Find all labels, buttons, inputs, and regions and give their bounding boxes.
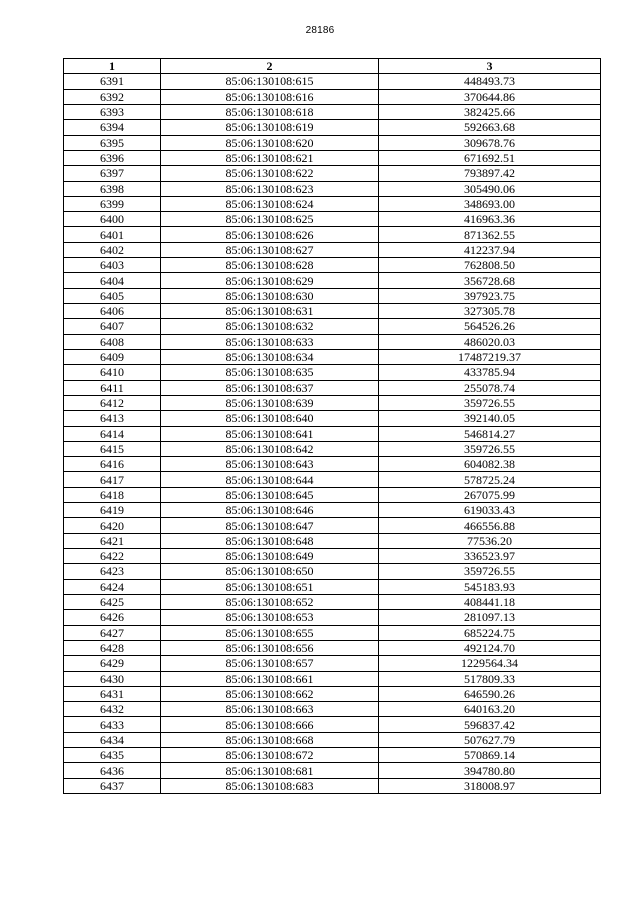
cadastral-number-cell: 85:06:130108:655 [161, 625, 379, 640]
value-cell: 507627.79 [379, 732, 601, 747]
table-row [64, 288, 601, 303]
row-number-cell: 6431 [64, 686, 161, 701]
row-number-cell: 6428 [64, 640, 161, 655]
table-row [64, 89, 601, 104]
value-cell: 359726.55 [379, 441, 601, 456]
table-row [64, 717, 601, 732]
row-number-cell: 6411 [64, 380, 161, 395]
cadastral-number-cell: 85:06:130108:645 [161, 487, 379, 502]
table-row [64, 104, 601, 119]
table-row [64, 242, 601, 257]
table-row [64, 533, 601, 548]
value-cell: 394780.80 [379, 763, 601, 778]
cadastral-number-cell: 85:06:130108:662 [161, 686, 379, 701]
value-cell: 564526.26 [379, 319, 601, 334]
row-number-cell: 6417 [64, 472, 161, 487]
table-row [64, 702, 601, 717]
value-cell: 793897.42 [379, 166, 601, 181]
value-cell: 309678.76 [379, 135, 601, 150]
row-number-cell: 6425 [64, 594, 161, 609]
cadastral-number-cell: 85:06:130108:647 [161, 518, 379, 533]
row-number-cell: 6410 [64, 365, 161, 380]
cadastral-number-cell: 85:06:130108:635 [161, 365, 379, 380]
cadastral-number-cell: 85:06:130108:616 [161, 89, 379, 104]
value-cell: 640163.20 [379, 702, 601, 717]
table-row [64, 610, 601, 625]
table-row [64, 196, 601, 211]
cadastral-number-cell: 85:06:130108:657 [161, 656, 379, 671]
value-cell: 305490.06 [379, 181, 601, 196]
table-row [64, 518, 601, 533]
cadastral-number-cell: 85:06:130108:681 [161, 763, 379, 778]
value-cell: 546814.27 [379, 426, 601, 441]
row-number-cell: 6394 [64, 120, 161, 135]
table-row [64, 227, 601, 242]
cadastral-value-table [63, 58, 601, 794]
cadastral-number-cell: 85:06:130108:640 [161, 411, 379, 426]
table-row [64, 380, 601, 395]
cadastral-number-cell: 85:06:130108:661 [161, 671, 379, 686]
table-row [64, 212, 601, 227]
table-row [64, 426, 601, 441]
value-cell: 318008.97 [379, 778, 601, 793]
value-cell: 359726.55 [379, 564, 601, 579]
value-cell: 466556.88 [379, 518, 601, 533]
table-row [64, 365, 601, 380]
cadastral-number-cell: 85:06:130108:632 [161, 319, 379, 334]
row-number-cell: 6405 [64, 288, 161, 303]
table-row [64, 564, 601, 579]
row-number-cell: 6430 [64, 671, 161, 686]
cadastral-number-cell: 85:06:130108:639 [161, 395, 379, 410]
value-cell: 412237.94 [379, 242, 601, 257]
cadastral-number-cell: 85:06:130108:625 [161, 212, 379, 227]
cadastral-number-cell: 85:06:130108:646 [161, 503, 379, 518]
value-cell: 604082.38 [379, 457, 601, 472]
cadastral-number-cell: 85:06:130108:651 [161, 579, 379, 594]
value-cell: 336523.97 [379, 549, 601, 564]
cadastral-number-cell: 85:06:130108:683 [161, 778, 379, 793]
row-number-cell: 6424 [64, 579, 161, 594]
table-row [64, 441, 601, 456]
cadastral-number-cell: 85:06:130108:628 [161, 258, 379, 273]
table-row [64, 549, 601, 564]
table-row [64, 656, 601, 671]
row-number-cell: 6397 [64, 166, 161, 181]
row-number-cell: 6434 [64, 732, 161, 747]
table-row [64, 625, 601, 640]
value-cell: 77536.20 [379, 533, 601, 548]
table-row [64, 487, 601, 502]
column-header-2: 2 [161, 59, 379, 74]
table-row [64, 74, 601, 89]
cadastral-number-cell: 85:06:130108:668 [161, 732, 379, 747]
value-cell: 359726.55 [379, 395, 601, 410]
row-number-cell: 6401 [64, 227, 161, 242]
row-number-cell: 6433 [64, 717, 161, 732]
row-number-cell: 6420 [64, 518, 161, 533]
row-number-cell: 6435 [64, 748, 161, 763]
table-row [64, 273, 601, 288]
value-cell: 570869.14 [379, 748, 601, 763]
cadastral-number-cell: 85:06:130108:623 [161, 181, 379, 196]
value-cell: 392140.05 [379, 411, 601, 426]
row-number-cell: 6398 [64, 181, 161, 196]
cadastral-number-cell: 85:06:130108:653 [161, 610, 379, 625]
cadastral-number-cell: 85:06:130108:656 [161, 640, 379, 655]
table-header [64, 59, 601, 74]
value-cell: 596837.42 [379, 717, 601, 732]
cadastral-number-cell: 85:06:130108:620 [161, 135, 379, 150]
cadastral-number-cell: 85:06:130108:637 [161, 380, 379, 395]
table-row [64, 686, 601, 701]
cadastral-number-cell: 85:06:130108:624 [161, 196, 379, 211]
row-number-cell: 6403 [64, 258, 161, 273]
value-cell: 416963.36 [379, 212, 601, 227]
table-row [64, 594, 601, 609]
cadastral-number-cell: 85:06:130108:648 [161, 533, 379, 548]
row-number-cell: 6437 [64, 778, 161, 793]
column-header-3: 3 [379, 59, 601, 74]
table-row [64, 763, 601, 778]
cadastral-number-cell: 85:06:130108:663 [161, 702, 379, 717]
value-cell: 255078.74 [379, 380, 601, 395]
value-cell: 762808.50 [379, 258, 601, 273]
row-number-cell: 6418 [64, 487, 161, 502]
row-number-cell: 6423 [64, 564, 161, 579]
value-cell: 1229564.34 [379, 656, 601, 671]
cadastral-number-cell: 85:06:130108:629 [161, 273, 379, 288]
cadastral-number-cell: 85:06:130108:626 [161, 227, 379, 242]
page-number: 28186 [305, 25, 335, 36]
table-row [64, 181, 601, 196]
cadastral-number-cell: 85:06:130108:641 [161, 426, 379, 441]
value-cell: 671692.51 [379, 150, 601, 165]
row-number-cell: 6406 [64, 304, 161, 319]
cadastral-number-cell: 85:06:130108:619 [161, 120, 379, 135]
row-number-cell: 6399 [64, 196, 161, 211]
row-number-cell: 6402 [64, 242, 161, 257]
value-cell: 281097.13 [379, 610, 601, 625]
row-number-cell: 6392 [64, 89, 161, 104]
table-row [64, 640, 601, 655]
value-cell: 397923.75 [379, 288, 601, 303]
value-cell: 448493.73 [379, 74, 601, 89]
cadastral-number-cell: 85:06:130108:649 [161, 549, 379, 564]
cadastral-number-cell: 85:06:130108:627 [161, 242, 379, 257]
cadastral-number-cell: 85:06:130108:634 [161, 349, 379, 364]
value-cell: 545183.93 [379, 579, 601, 594]
value-cell: 433785.94 [379, 365, 601, 380]
cadastral-number-cell: 85:06:130108:618 [161, 104, 379, 119]
row-number-cell: 6426 [64, 610, 161, 625]
value-cell: 17487219.37 [379, 349, 601, 364]
cadastral-number-cell: 85:06:130108:630 [161, 288, 379, 303]
row-number-cell: 6407 [64, 319, 161, 334]
row-number-cell: 6400 [64, 212, 161, 227]
row-number-cell: 6419 [64, 503, 161, 518]
table-row [64, 457, 601, 472]
table-row [64, 732, 601, 747]
cadastral-number-cell: 85:06:130108:642 [161, 441, 379, 456]
cadastral-number-cell: 85:06:130108:633 [161, 334, 379, 349]
row-number-cell: 6393 [64, 104, 161, 119]
cadastral-number-cell: 85:06:130108:644 [161, 472, 379, 487]
cadastral-number-cell: 85:06:130108:666 [161, 717, 379, 732]
table-row [64, 395, 601, 410]
value-cell: 578725.24 [379, 472, 601, 487]
table-row [64, 166, 601, 181]
table-row [64, 411, 601, 426]
row-number-cell: 6396 [64, 150, 161, 165]
value-cell: 348693.00 [379, 196, 601, 211]
cadastral-number-cell: 85:06:130108:672 [161, 748, 379, 763]
row-number-cell: 6413 [64, 411, 161, 426]
row-number-cell: 6415 [64, 441, 161, 456]
column-header-1: 1 [64, 59, 161, 74]
value-cell: 327305.78 [379, 304, 601, 319]
table-row [64, 579, 601, 594]
value-cell: 871362.55 [379, 227, 601, 242]
value-cell: 382425.66 [379, 104, 601, 119]
table-row [64, 334, 601, 349]
row-number-cell: 6404 [64, 273, 161, 288]
value-cell: 619033.43 [379, 503, 601, 518]
row-number-cell: 6391 [64, 74, 161, 89]
table-row [64, 748, 601, 763]
value-cell: 408441.18 [379, 594, 601, 609]
table-header-row [64, 59, 601, 74]
row-number-cell: 6436 [64, 763, 161, 778]
value-cell: 370644.86 [379, 89, 601, 104]
row-number-cell: 6416 [64, 457, 161, 472]
table-body [64, 74, 601, 794]
row-number-cell: 6395 [64, 135, 161, 150]
row-number-cell: 6427 [64, 625, 161, 640]
row-number-cell: 6412 [64, 395, 161, 410]
value-cell: 592663.68 [379, 120, 601, 135]
cadastral-number-cell: 85:06:130108:652 [161, 594, 379, 609]
table-row [64, 778, 601, 793]
table-row [64, 120, 601, 135]
table-row [64, 135, 601, 150]
cadastral-number-cell: 85:06:130108:650 [161, 564, 379, 579]
row-number-cell: 6414 [64, 426, 161, 441]
table-row [64, 304, 601, 319]
value-cell: 267075.99 [379, 487, 601, 502]
table-row [64, 472, 601, 487]
value-cell: 492124.70 [379, 640, 601, 655]
value-cell: 646590.26 [379, 686, 601, 701]
row-number-cell: 6408 [64, 334, 161, 349]
cadastral-number-cell: 85:06:130108:621 [161, 150, 379, 165]
table-row [64, 671, 601, 686]
cadastral-number-cell: 85:06:130108:615 [161, 74, 379, 89]
row-number-cell: 6432 [64, 702, 161, 717]
table-row [64, 258, 601, 273]
value-cell: 685224.75 [379, 625, 601, 640]
row-number-cell: 6409 [64, 349, 161, 364]
value-cell: 517809.33 [379, 671, 601, 686]
cadastral-number-cell: 85:06:130108:643 [161, 457, 379, 472]
row-number-cell: 6429 [64, 656, 161, 671]
cadastral-number-cell: 85:06:130108:622 [161, 166, 379, 181]
table-row [64, 319, 601, 334]
cadastral-number-cell: 85:06:130108:631 [161, 304, 379, 319]
row-number-cell: 6422 [64, 549, 161, 564]
table-row [64, 349, 601, 364]
table-row [64, 150, 601, 165]
value-cell: 356728.68 [379, 273, 601, 288]
row-number-cell: 6421 [64, 533, 161, 548]
table-row [64, 503, 601, 518]
value-cell: 486020.03 [379, 334, 601, 349]
